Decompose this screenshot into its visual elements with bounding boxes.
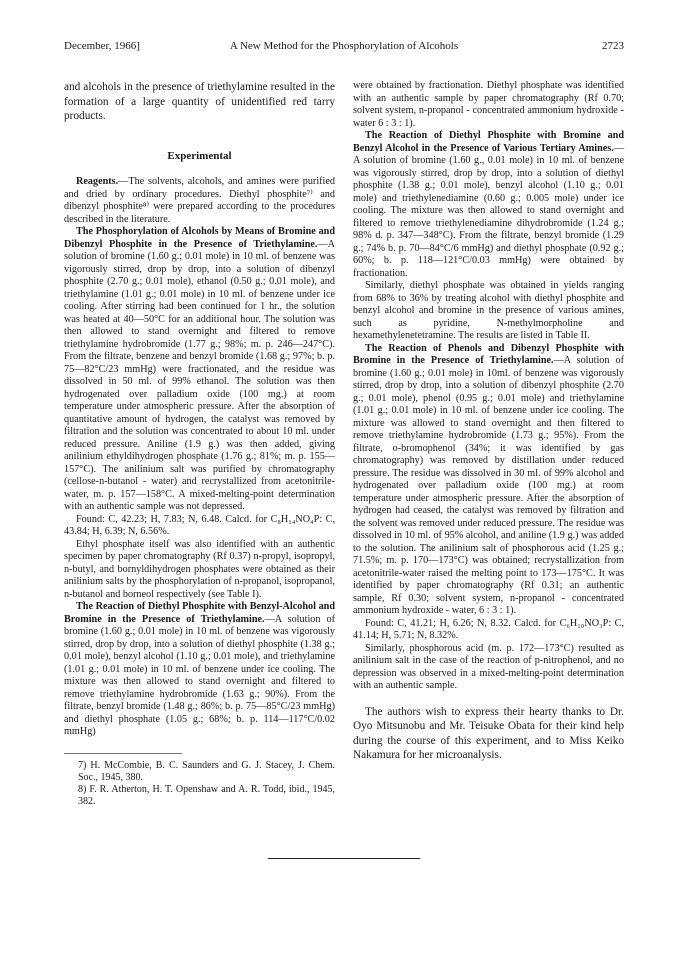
diethyl-benzyl-heading: The Reaction of Diethyl Phosphite with Benzyl-Alcohol and Bromine in the Presence of Triethylamine. — [64, 601, 335, 625]
tertiary-amines-heading: The Reaction of Diethyl Phosphite with Bromine and Benzyl Alcohol in the Presence of Various Tertiary Amines. — [353, 130, 624, 154]
footnote-8: 8) F. R. Atherton, H. T. Openshaw and A. R. Todd, ibid., 1945, 382. — [78, 783, 335, 807]
phosphorylation-heading: The Phosphorylation of Alcohols by Means of Bromine and Dibenzyl Phosphite in the Presence of Triethylamine. — [64, 226, 335, 250]
intro-paragraph: and alcohols in the presence of triethylamine resulted in the formation of a large quantity of unidentified red tarry products. — [64, 81, 335, 122]
page-header — [64, 40, 624, 56]
header-date: December, 1966] — [64, 40, 140, 52]
phenols-paragraph: The Reaction of Phenols and Dibenzyl Phosphite with Bromine in the Presence of Triethylamine.—A solution of bromine (1.60 g.; 0.01 mole) in 10ml. of benzene was vigorously stirred, drop by drop, into a solution of dibenzyl phosphite (2.70 g.; 0.01 mole), phenol (0.95 g.; 0.01 mole) and triethylamine (1.01 g.; 0.01 mole) in 10 ml. of benzene under ice cooling. The mixture was allowed to stand overnight and then filtered to remove triethylamine hydrobromide (1.73 g.; 95%). From the filtrate, o-bromophenol (34%; it was identified by gas chromatography) was removed by distillation under reduced pressure. The residue was dissolved in 30 ml. of 99% alcohol and hydrogenated over palladium oxide (100 mg.) at room temperature under atmospheric pressure. After the absorption of hydrogen had ceased, the catalyst was removed by filtration and the solvent was removed under reduced pressure. The residue was dissolved in 10 ml. of 95% alcohol, and aniline (1.9 g.) was added to the solution. The anilinium salt of phosphorous acid (1.25 g.; 71.5%; m. p. 170—173°C) was obtained; recrystallization from acetonitrile-water raised the melting point to 173—175°C. It was identified by paper chromatography (Rf 0.31; an authentic sample, Rf 0.30; solvent system, n-propanol - concentrated ammonium hydroxide - water, 6 : 3 : 1). — [353, 342, 624, 616]
acknowledgment: The authors wish to express their hearty thanks to Dr. Oyo Mitsunobu and Mr. Teisuke Obata for their kind help during the course of this experiment, and to Miss Keiko Nakamura for her microanalysis. — [353, 705, 624, 761]
found-analysis: Found: C, 42.23; H, 7.83; N, 6.48. Calcd. for C₈H₁₄NO₄P: C, 43.84; H, 6.39; N, 6.56%. — [64, 513, 335, 537]
right-column — [353, 80, 624, 763]
tertiary-amines-paragraph: The Reaction of Diethyl Phosphite with Bromine and Benzyl Alcohol in the Presence of Various Tertiary Amines.—A solution of bromine (1.60 g., 0.01 mole) in 10 ml. of benzene was vigorously stirred, drop by drop, into a solution of diethyl phosphite (1.38 g.; 0.01 mole), benzyl alcohol (1.10 g.; 0.01 mole) and triethylenediamine (0.60 g.; 0.005 mole) under ice cooling. The mixture was then allowed to stand overnight and filtered to remove triethylenediamine dihydrobromide (1.24 g.; 98% d. p. 347—348°C). From the filtrate, benzyl bromide (1.29 g.; 74% b. p. 70—84°C/6 mmHg) and diethyl phosphate (0.92 g.; 60%; b. p. 118—121°C/0.03 mmHg) were obtained by fractionation. — [353, 130, 624, 279]
left-column — [64, 80, 335, 808]
end-rule — [268, 858, 420, 859]
footnote-7: 7) H. McCombie, B. C. Saunders and G. J. Stacey, J. Chem. Soc., 1945, 380. — [78, 759, 335, 783]
similarly-paragraph-2: Similarly, phosphorous acid (m. p. 172—173°C) resulted as anilinium salt in the case of the reaction of p-nitrophenol, and no depression was observed in a mixed-melting-point determination with an authentic sample. — [353, 642, 624, 691]
page-number: 2723 — [602, 40, 624, 52]
found-analysis-2: Found: C, 41.21; H, 6.26; N, 8.32. Calcd. for C₆H₁₀NO₃P: C, 41.14; H, 5.71; N, 8.32%. — [353, 617, 624, 641]
continuation-paragraph: were obtained by fractionation. Diethyl phosphate was identified with an authentic sample by paper chromatography (Rf 0.70; solvent system, n-propanol - concentrated ammonium hydroxide - water 6 : 3 : 1). — [353, 80, 624, 129]
footnote-rule — [64, 753, 182, 754]
phosphorylation-paragraph: The Phosphorylation of Alcohols by Means of Bromine and Dibenzyl Phosphite in the Presence of Triethylamine.—A solution of bromine (1.60 g.; 0.01 mole) in 10 ml. of benzene was vigorously stirred, drop by drop, into a solution of dibenzyl phosphite (2.70 g.; 0.01 mole), ethanol (0.50 g.; 0.01 mole), and triethylamine (1.01 g.; 0.01 mole) in 10 ml. of benzene under ice cooling. After stirring had been continued for 1 hr., the solution was heated at 40—50°C for an additional hour. The solution was then allowed to stand overnight and filtered to remove triethylamine hydrobromide (1.77 g.; 98%; m. p. 246—247°C). From the filtrate, benzene and benzyl bromide (1.68 g.; 97%; b. p. 75—82°C/23 mmHg) were fractionated, and the residue was dissolved in 50 ml. of 99% ethanol. The solution was then hydrogenated over palladium oxide (100 mg.) at room temperature under atmospheric pressure. After the absorption of quantitative amount of hydrogen, the catalyst was removed by filtration and the solution was concentrated to about 10 ml. under reduced pressure. Aniline (1.9 g.) was then added, giving anilinium ethyldihydrogen phosphate (1.76 g.; 81%; m. p. 155—157°C). The anilinium salt was purified by chromatography (cellose-n-butanol - water) and recrystallized from acetonitrile-water, m. p. 157—158°C. A mixed-melting-point determination with an authentic sample was not depressed. — [64, 226, 335, 512]
diethyl-benzyl-paragraph: The Reaction of Diethyl Phosphite with Benzyl-Alcohol and Bromine in the Presence of Triethylamine.—A solution of bromine (1.60 g.; 0.01 mole) in 10 ml. of benzene was vigorously stirred, drop by drop, into a solution of diethyl phosphite (1.38 g.; 0.01 mole), benzyl alcohol (1.10 g.; 0.01 mole), and triethylamine (1.01 g.; 0.01 mole) in 10 ml. of benzene under ice cooling. The mixture was then allowed to stand overnight and filtered to remove triethylamine hydrobromide (1.63 g.; 90%). From the filtrate, benzyl bromide (1.48 g.; 86%; b. p. 75—85°C/23 mmHg) and diethyl phosphate (1.05 g.; 68%; b. p. 114—117°C/0.02 mmHg) — [64, 601, 335, 737]
similarly-paragraph: Similarly, diethyl phosphate was obtained in yields ranging from 68% to 36% by treating alcohol with diethyl phosphite and benzyl alcohol and bromine in the presence of various amines, such as pyridine, N-methylmorpholine and hexamethylenetetramine. The results are listed in Table II. — [353, 280, 624, 341]
reagents-paragraph: Reagents.—The solvents, alcohols, and amines were purified and dried by ordinary procedures. Diethyl phosphite⁷⁾ and dibenzyl phosphite⁸⁾ were prepared according to the procedures described in the literature. — [64, 176, 335, 225]
header-title: A New Method for the Phosphorylation of Alcohols — [229, 40, 459, 52]
section-title: Experimental — [167, 149, 232, 162]
reagents-heading: Reagents. — [76, 176, 119, 187]
phenols-heading: The Reaction of Phenols and Dibenzyl Phosphite with Bromine in the Presence of Triethylamine. — [353, 342, 624, 366]
ethyl-paragraph: Ethyl phosphate itself was also identified with an authentic specimen by paper chromatography (Rf 0.37) n-propyl, isopropyl, n-butyl, and bornyldihydrogen phosphates were obtained as their anilinium salts by the phosphorylation of n-propanol, isopropanol, n-butanol and borneol respectively (see Table I). — [64, 538, 335, 600]
